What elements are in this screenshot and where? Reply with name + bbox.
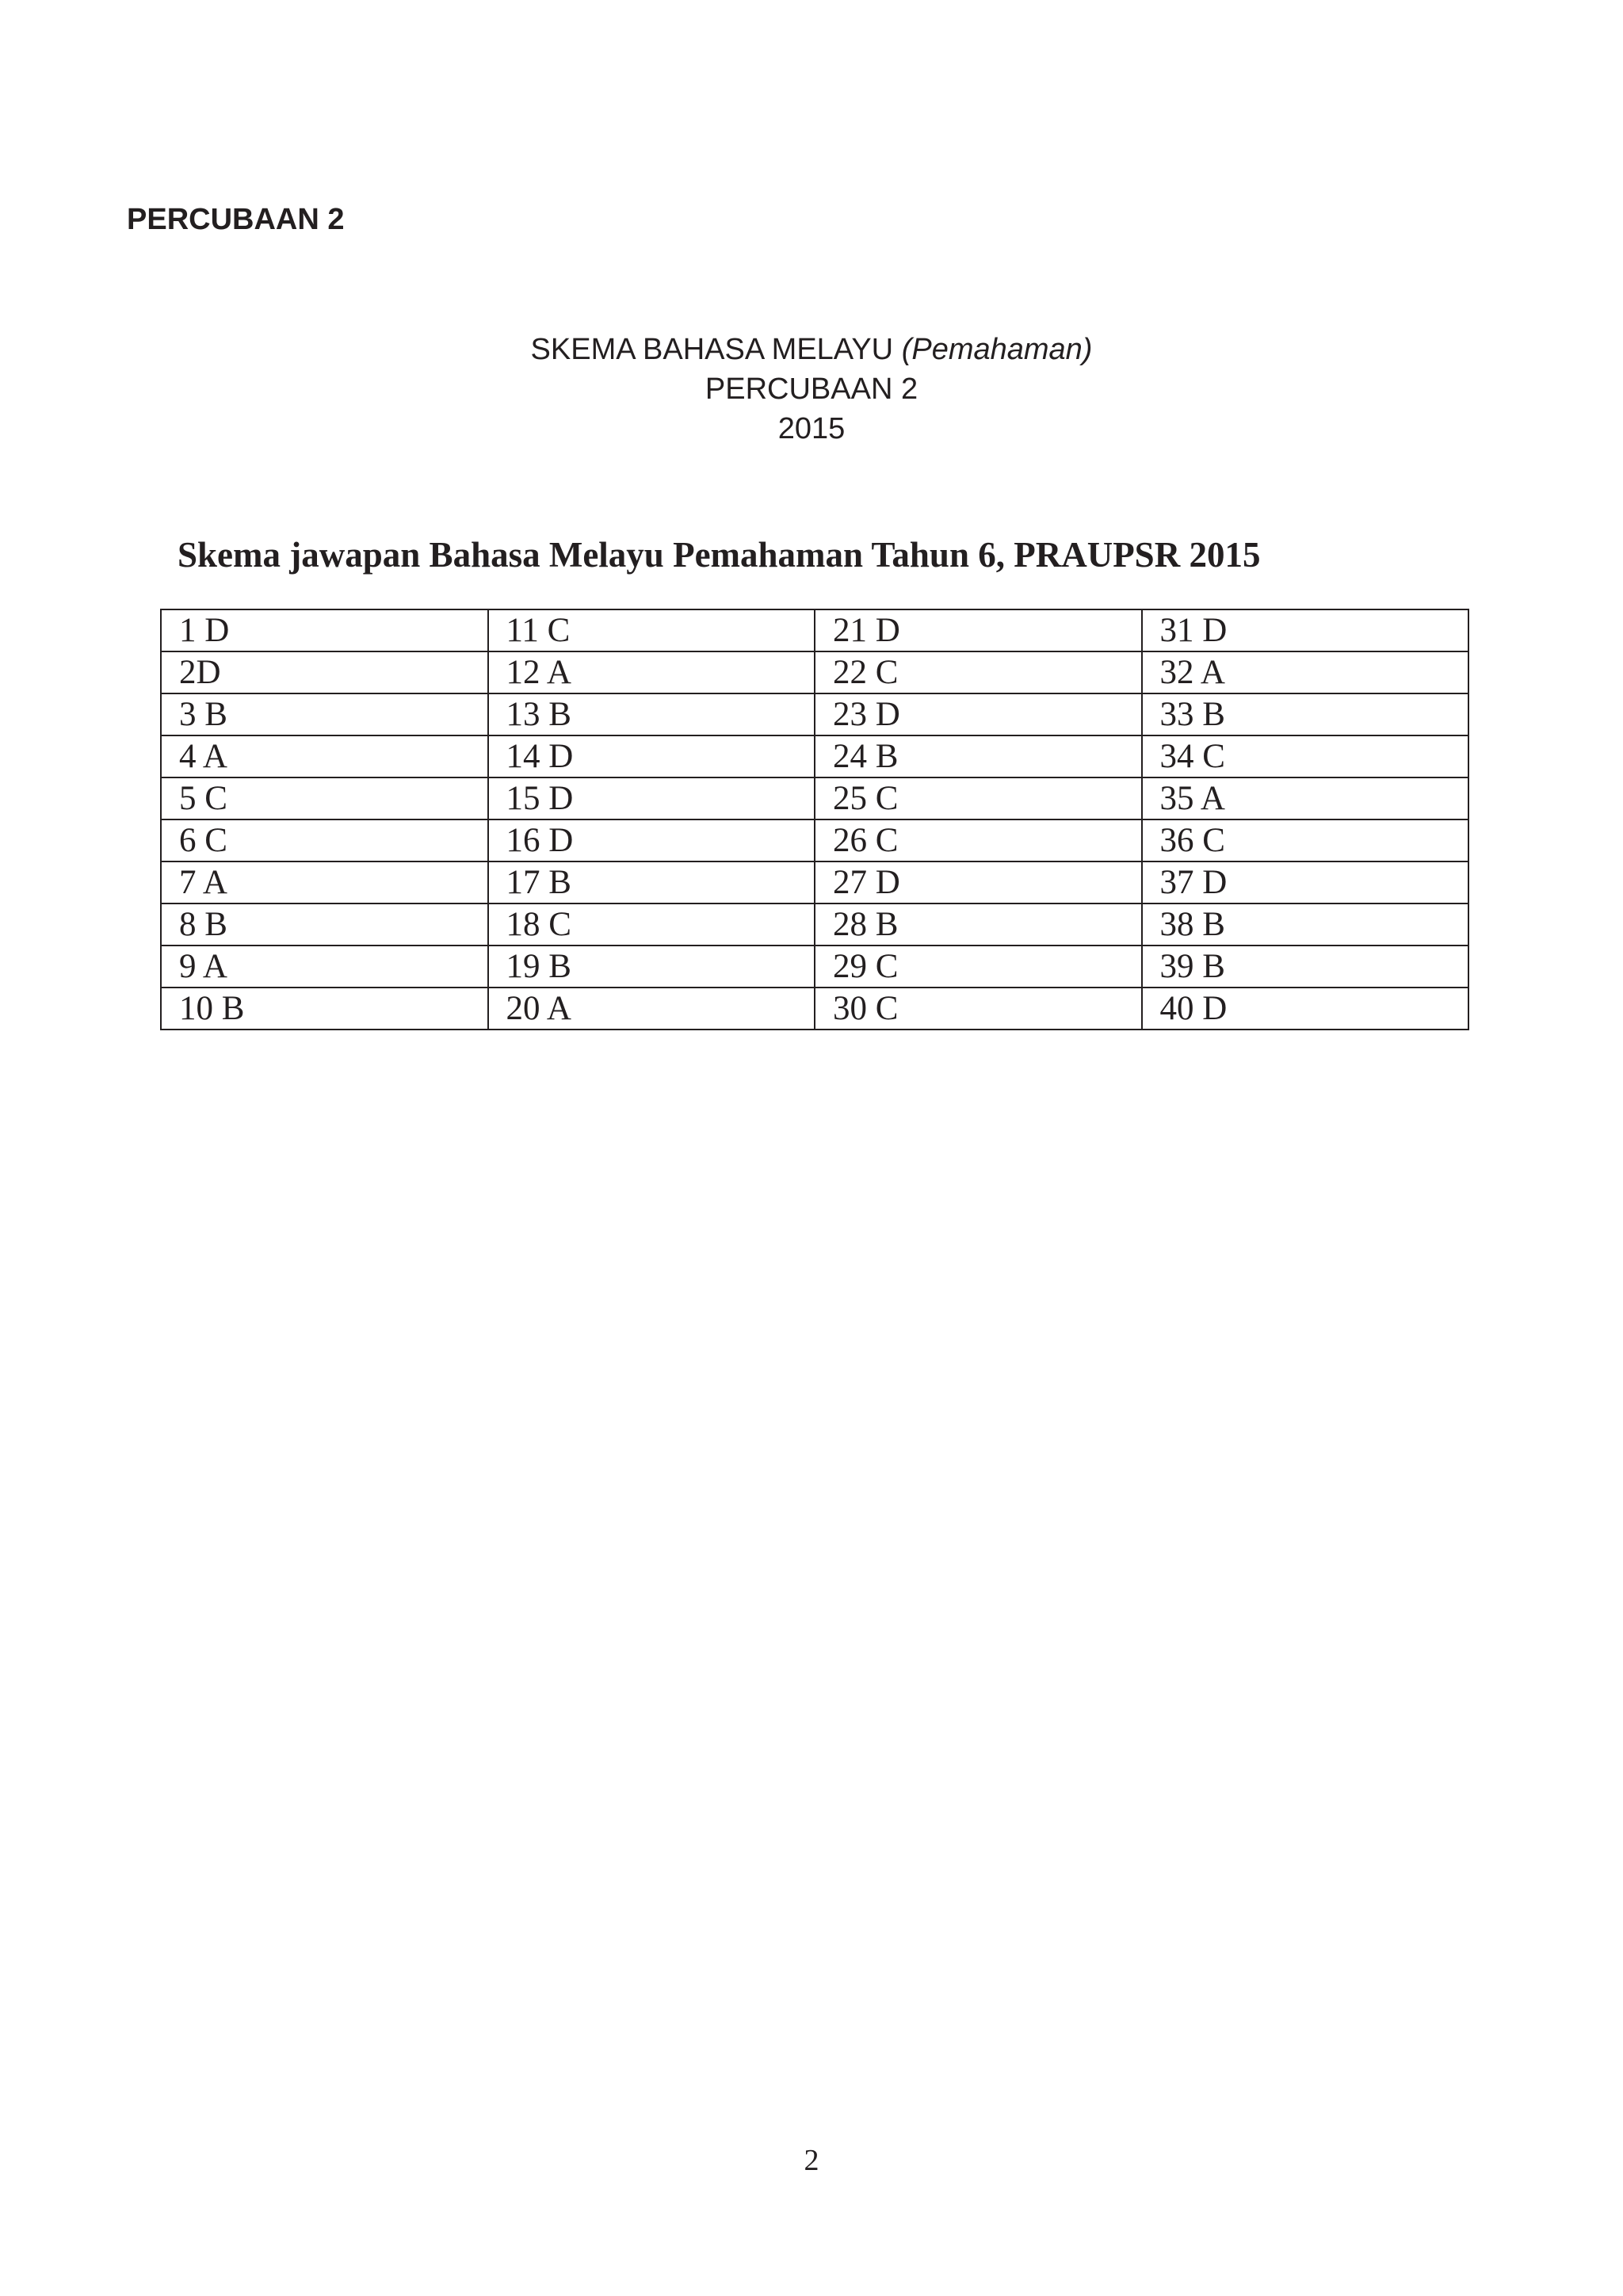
answer-cell: 30 C xyxy=(815,988,1142,1030)
title-line-3: 2015 xyxy=(777,412,846,445)
answer-cell: 33 B xyxy=(1142,693,1469,735)
answer-cell: 4 A xyxy=(161,735,488,777)
answer-cell: 25 C xyxy=(815,777,1142,819)
table-row xyxy=(161,693,1468,735)
page-number: 2 xyxy=(804,2144,819,2177)
table-row xyxy=(161,777,1468,819)
answer-cell: 16 D xyxy=(488,819,815,861)
answer-cell: 3 B xyxy=(161,693,488,735)
answer-cell: 9 A xyxy=(161,946,488,988)
answer-cell: 38 B xyxy=(1142,904,1469,946)
table-row xyxy=(161,988,1468,1030)
table-row xyxy=(161,861,1468,904)
table-row xyxy=(161,946,1468,988)
answer-cell: 18 C xyxy=(488,904,815,946)
answer-cell: 15 D xyxy=(488,777,815,819)
answer-cell: 28 B xyxy=(815,904,1142,946)
answer-cell: 10 B xyxy=(161,988,488,1030)
answer-key-title: Skema jawapan Bahasa Melayu Pemahaman Tahun 6, PRAUPSR 2015 xyxy=(178,535,1261,575)
document-title-block xyxy=(0,330,1623,449)
title-subject: SKEMA BAHASA MELAYU xyxy=(530,333,902,366)
answer-cell: 13 B xyxy=(488,693,815,735)
corner-heading: PERCUBAAN 2 xyxy=(127,203,345,236)
answer-cell: 39 B xyxy=(1142,946,1469,988)
answer-cell: 1 D xyxy=(161,609,488,651)
title-line-2: PERCUBAAN 2 xyxy=(705,372,918,406)
answer-cell: 29 C xyxy=(815,946,1142,988)
answer-cell: 22 C xyxy=(815,651,1142,693)
answer-cell: 24 B xyxy=(815,735,1142,777)
answer-cell: 5 C xyxy=(161,777,488,819)
answer-cell: 40 D xyxy=(1142,988,1469,1030)
answer-cell: 36 C xyxy=(1142,819,1469,861)
answer-cell: 20 A xyxy=(488,988,815,1030)
answer-cell: 8 B xyxy=(161,904,488,946)
answer-cell: 21 D xyxy=(815,609,1142,651)
answer-cell: 26 C xyxy=(815,819,1142,861)
answer-cell: 32 A xyxy=(1142,651,1469,693)
table-row xyxy=(161,651,1468,693)
answer-cell: 27 D xyxy=(815,861,1142,904)
answer-cell: 35 A xyxy=(1142,777,1469,819)
answer-cell: 19 B xyxy=(488,946,815,988)
answer-cell: 14 D xyxy=(488,735,815,777)
answer-cell: 31 D xyxy=(1142,609,1469,651)
answer-cell: 17 B xyxy=(488,861,815,904)
title-paper: (Pemahaman) xyxy=(901,333,1093,366)
title-line-1 xyxy=(0,330,1623,369)
answer-cell: 12 A xyxy=(488,651,815,693)
table-row xyxy=(161,609,1468,651)
answer-cell: 34 C xyxy=(1142,735,1469,777)
answer-cell: 37 D xyxy=(1142,861,1469,904)
answer-cell: 7 A xyxy=(161,861,488,904)
answer-cell: 2D xyxy=(161,651,488,693)
answer-cell: 23 D xyxy=(815,693,1142,735)
table-row xyxy=(161,819,1468,861)
answer-cell: 11 C xyxy=(488,609,815,651)
table-row xyxy=(161,904,1468,946)
answer-key-table xyxy=(160,609,1469,1030)
table-row xyxy=(161,735,1468,777)
answer-cell: 6 C xyxy=(161,819,488,861)
